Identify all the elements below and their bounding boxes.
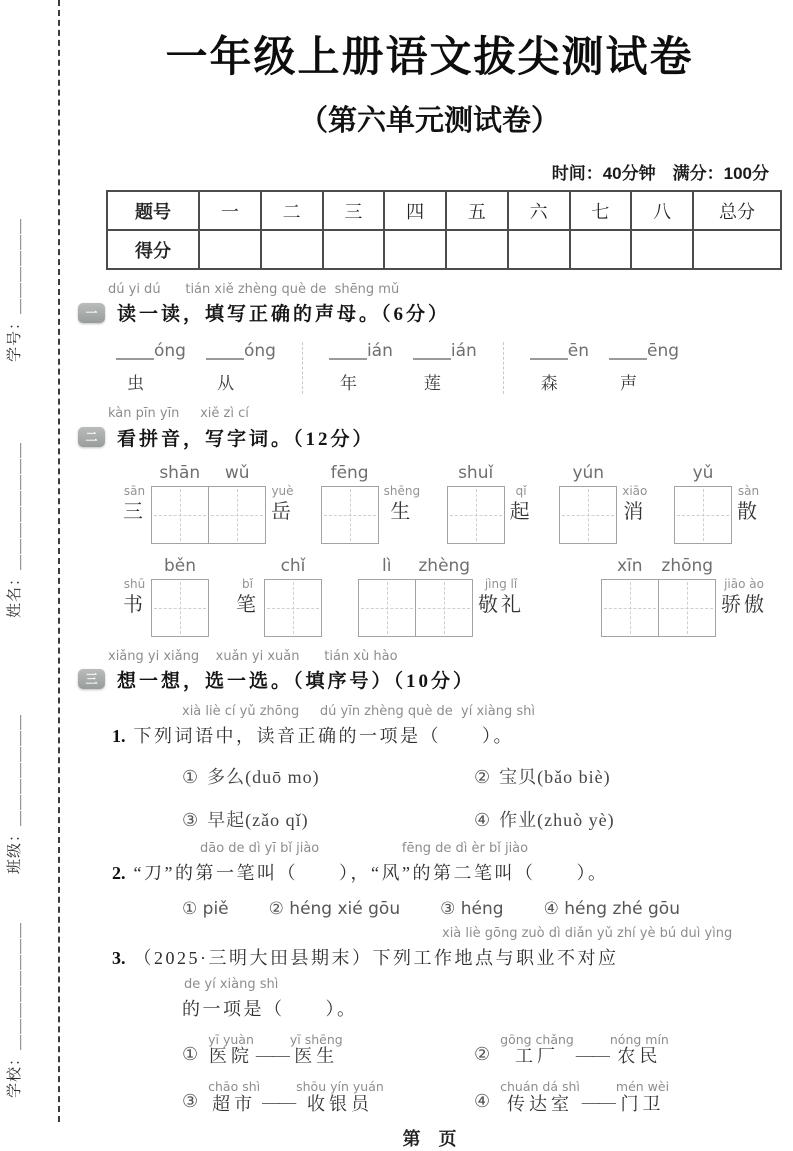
- grid-boxes: [447, 463, 505, 544]
- writing-grid-box: [658, 579, 716, 637]
- label-pinyin: bǐ: [242, 576, 253, 591]
- score-empty-cell: [570, 230, 632, 269]
- writing-group: [601, 556, 772, 637]
- option-text: 早起(zǎo qǐ): [207, 809, 309, 830]
- grid-boxes: [264, 556, 322, 637]
- score-header-cell: 四: [384, 191, 446, 230]
- question3-options: [182, 1033, 787, 1116]
- box-pinyin: zhèng: [418, 555, 471, 576]
- word-pinyin: chuán dá shì: [500, 1078, 580, 1094]
- word-with-pinyin: [500, 1033, 574, 1068]
- question3-text-row2: [112, 995, 787, 1021]
- section1-header: [78, 299, 787, 326]
- score-empty-cell: [693, 230, 781, 269]
- question1-options: [182, 763, 787, 832]
- word-pinyin: chāo shì: [208, 1078, 261, 1094]
- target-character: 虫: [127, 374, 144, 394]
- score-empty-cell: [199, 230, 261, 269]
- pinyin-final: ēng: [647, 341, 680, 362]
- word-text: 收银员: [306, 1093, 373, 1114]
- option-tag: ①: [182, 1043, 199, 1064]
- question2-text-row: [112, 859, 787, 885]
- seam-dashed-line: [58, 0, 60, 1122]
- score-empty-cell: [261, 230, 323, 269]
- writing-group: [118, 463, 299, 544]
- score-row-label: 得分: [107, 230, 199, 269]
- box-pinyin: wǔ: [224, 462, 250, 483]
- option-tag: ②: [268, 898, 284, 919]
- writing-group: [321, 463, 425, 544]
- score-header-cell: 三: [323, 191, 385, 230]
- initial-blank-item: [329, 342, 393, 394]
- writing-grid-box: [151, 579, 209, 637]
- writing-grid-box: [415, 579, 473, 637]
- question-text: 下列词语中，读音正确的一项是（ ）。: [133, 725, 514, 746]
- right-label: [266, 485, 299, 544]
- answer-blank: [329, 342, 367, 360]
- section2-header: [78, 424, 787, 451]
- option-tag: ①: [182, 766, 200, 787]
- initial-blank-item: [116, 342, 186, 394]
- label-pinyin: sān: [123, 483, 146, 498]
- box-pinyin: fēng: [330, 462, 369, 483]
- word-text: 工厂: [515, 1046, 559, 1067]
- section2-badge-icon: 二: [78, 427, 105, 447]
- score-table-header-row: [107, 191, 781, 230]
- option: [474, 1080, 787, 1115]
- score-table: [106, 190, 782, 270]
- right-label: [617, 485, 652, 544]
- score-header-cell: 八: [631, 191, 693, 230]
- writing-row-2: [118, 556, 787, 637]
- answer-blank: [609, 342, 647, 360]
- option: [182, 1080, 474, 1115]
- question3-text-row1: [112, 944, 787, 970]
- word-with-pinyin: [616, 1080, 669, 1115]
- section3-header: [78, 666, 787, 693]
- option: [474, 806, 787, 832]
- option-tag: ①: [182, 898, 198, 919]
- option-tag: ②: [474, 766, 492, 787]
- grid-boxes: [358, 556, 473, 637]
- target-character: 年: [339, 374, 357, 394]
- label-pinyin: xiāo: [622, 483, 648, 498]
- word-pinyin: yī shēng: [289, 1031, 343, 1047]
- label-character: 散: [736, 500, 760, 523]
- page-subtitle: （第六单元测试卷）: [298, 105, 560, 137]
- box-pinyin: shān: [159, 462, 201, 483]
- box-pinyin: lì: [382, 555, 392, 576]
- pinyin-final: ián: [450, 341, 477, 362]
- left-label: [118, 578, 151, 637]
- grid-boxes: [601, 556, 716, 637]
- score-header-cell: 七: [570, 191, 632, 230]
- page-title: 一年级上册语文拔尖测试卷: [165, 33, 694, 80]
- word-text: 传达室: [507, 1093, 574, 1114]
- option-text: héng xié gōu: [289, 898, 401, 919]
- writing-grid-box: [151, 486, 209, 544]
- box-pinyin: běn: [163, 555, 197, 576]
- box-pinyin: zhōng: [661, 555, 714, 576]
- pinyin-final: ián: [366, 341, 393, 362]
- label-character: 敬礼: [478, 593, 524, 616]
- score-empty-cell: [631, 230, 693, 269]
- label-character: 岳: [271, 500, 294, 523]
- section1-items: [116, 342, 787, 394]
- option-tag: ③: [440, 898, 456, 919]
- section2-title: 看拼音，写字词。（12分）: [117, 428, 375, 450]
- grid-boxes: [151, 556, 209, 637]
- match-dash: ——: [262, 1092, 295, 1113]
- match-dash: ——: [581, 1092, 614, 1113]
- score-header-cell: 二: [261, 191, 323, 230]
- initials-group: [530, 342, 705, 394]
- page-footer: 第 页: [402, 1129, 457, 1150]
- score-header-cell: 题号: [107, 191, 199, 230]
- student-info-margin: 学校：＿＿＿＿＿＿＿＿ 班级：＿＿＿＿＿＿＿ 姓名：＿＿＿＿＿＿＿＿ 学号：＿＿＿＿＿＿: [6, 217, 23, 1098]
- left-label: [118, 485, 151, 544]
- initial-blank-item: [609, 342, 679, 394]
- option-text: héng zhé gōu: [564, 898, 680, 919]
- word-pinyin: yī yuàn: [208, 1031, 254, 1047]
- target-character: 声: [620, 374, 638, 394]
- grid-boxes: [321, 463, 379, 544]
- label-character: 笔: [236, 593, 259, 616]
- section1-title: 读一读，填写正确的声母。（6分）: [117, 304, 451, 326]
- question-number: 3.: [112, 947, 126, 968]
- question-2: [112, 842, 787, 919]
- question-number: 2.: [112, 862, 126, 883]
- word-pinyin: gōng chǎng: [500, 1031, 574, 1047]
- score-header-cell: 六: [508, 191, 570, 230]
- answer-blank: [206, 342, 244, 360]
- option-tag: ③: [182, 809, 200, 830]
- option: [182, 806, 474, 832]
- label-pinyin: shū: [123, 576, 146, 591]
- writing-grid-box: [208, 486, 266, 544]
- writing-grid-box: [321, 486, 379, 544]
- writing-grid-box: [674, 486, 732, 544]
- writing-group: [231, 556, 322, 637]
- question-1: [112, 705, 787, 832]
- target-character: 莲: [423, 374, 441, 394]
- score-header-cell: 一: [199, 191, 261, 230]
- right-label: [505, 485, 538, 544]
- section3-title: 想一想，选一选。（填序号）（10分）: [117, 670, 476, 692]
- initial-blank-item: [413, 342, 477, 394]
- score-empty-cell: [323, 230, 385, 269]
- option-text: piě: [202, 898, 229, 919]
- match-dash: ——: [575, 1044, 608, 1065]
- question2-options: [182, 899, 787, 919]
- score-header-cell: 五: [446, 191, 508, 230]
- option-tag: ④: [543, 898, 559, 919]
- section2-pinyin: kàn pīn yīn xiě zì cí: [108, 406, 249, 422]
- word-pinyin: mén wèi: [615, 1078, 670, 1094]
- question-3: [112, 927, 787, 1116]
- word-with-pinyin: [610, 1033, 669, 1068]
- writing-group: [447, 463, 538, 544]
- label-pinyin: qǐ: [515, 483, 527, 498]
- option: [474, 1033, 787, 1068]
- grid-boxes: [151, 463, 266, 544]
- score-empty-cell: [508, 230, 570, 269]
- option: [474, 763, 787, 789]
- word-text: 医院: [209, 1046, 254, 1067]
- option: [182, 1033, 474, 1068]
- score-header-cell: 总分: [693, 191, 781, 230]
- option: [182, 763, 474, 789]
- question-text: （2025·三明大田县期末）下列工作地点与职业不对应: [133, 947, 619, 968]
- answer-blank: [413, 342, 451, 360]
- writing-grid-box: [559, 486, 617, 544]
- score-empty-cell: [446, 230, 508, 269]
- word-with-pinyin: [208, 1033, 254, 1068]
- box-pinyin: shuǐ: [458, 462, 494, 483]
- initials-group: [329, 342, 504, 394]
- option-text: 宝贝(bǎo biè): [499, 766, 611, 787]
- box-pinyin: yún: [572, 462, 605, 483]
- grid-boxes: [674, 463, 732, 544]
- option-tag: ②: [474, 1043, 491, 1064]
- label-character: 书: [123, 593, 146, 616]
- word-pinyin: nóng mín: [609, 1031, 669, 1047]
- word-text: 门卫: [620, 1093, 665, 1114]
- writing-group: [358, 556, 529, 637]
- answer-blank: [530, 342, 568, 360]
- target-character: 森: [540, 374, 558, 394]
- score-empty-cell: [384, 230, 446, 269]
- right-label: [716, 578, 772, 637]
- box-pinyin: xīn: [616, 555, 643, 576]
- box-pinyin: chǐ: [280, 555, 306, 576]
- section3-pinyin: xiǎng yi xiǎng xuǎn yi xuǎn tián xù hào: [108, 648, 398, 664]
- pinyin-final: óng: [154, 341, 186, 362]
- word-with-pinyin: [290, 1033, 343, 1068]
- answer-blank: [116, 342, 154, 360]
- right-label: [473, 578, 529, 637]
- label-character: 生: [390, 500, 414, 523]
- option-tag: ④: [474, 809, 492, 830]
- label-character: 三: [123, 500, 146, 523]
- label-pinyin: shēng: [383, 483, 421, 498]
- section1-pinyin: dú yi dú tián xiě zhèng què de shēng mǔ: [108, 282, 400, 297]
- writing-grid-box: [264, 579, 322, 637]
- initial-blank-item: [530, 342, 589, 394]
- option: [544, 899, 680, 919]
- section1-badge-icon: 一: [78, 303, 105, 323]
- question-text: 的一项是（ ）。: [182, 998, 358, 1019]
- initials-group: [116, 342, 303, 394]
- option-tag: ③: [182, 1091, 199, 1112]
- writing-grid-box: [601, 579, 659, 637]
- question3-pinyin-line2: de yí xiàng shì: [184, 976, 279, 992]
- question1-pinyin: xià liè cí yǔ zhōng dú yīn zhèng què de yí xiàng shì: [182, 703, 535, 719]
- initial-blank-item: [206, 342, 276, 394]
- writing-grid-box: [358, 579, 416, 637]
- label-character: 消: [623, 500, 647, 523]
- time-score-meta: 时间：40分钟 满分：100分: [551, 164, 769, 183]
- score-table-score-row: [107, 230, 781, 269]
- option-text: 多么(duō mo): [207, 766, 320, 787]
- pinyin-final: óng: [243, 341, 276, 362]
- writing-grid-box: [447, 486, 505, 544]
- writing-group: [559, 463, 652, 544]
- label-character: 起: [509, 500, 533, 523]
- word-pinyin: shōu yín yuán: [296, 1078, 384, 1094]
- match-dash: ——: [255, 1044, 288, 1065]
- label-pinyin: jiāo ào: [724, 576, 764, 591]
- option-text: héng: [460, 898, 504, 919]
- right-label: [732, 485, 765, 544]
- left-label: [231, 578, 264, 637]
- label-character: 骄傲: [721, 593, 767, 616]
- word-text: 超市: [212, 1093, 257, 1114]
- option: [440, 899, 503, 919]
- question1-text-row: [112, 722, 787, 748]
- question-number: 1.: [112, 725, 126, 746]
- option-tag: ④: [474, 1091, 491, 1112]
- option: [182, 899, 229, 919]
- option-text: 作业(zhuò yè): [499, 809, 615, 830]
- option: [269, 899, 400, 919]
- writing-row-1: [118, 463, 787, 544]
- right-label: [379, 485, 425, 544]
- section3-badge-icon: 三: [78, 669, 105, 689]
- question3-pinyin-line1: xià liè gōng zuò dì diǎn yǔ zhí yè bú duì yìng: [442, 925, 733, 941]
- target-character: 从: [216, 374, 234, 394]
- question-text: “刀”的第一笔叫（ ），“风”的第二笔叫（ ）。: [133, 862, 609, 883]
- main-content: [72, 0, 787, 1151]
- word-with-pinyin: [500, 1080, 580, 1115]
- label-pinyin: jìng lǐ: [484, 576, 518, 591]
- writing-group: [118, 556, 209, 637]
- writing-group: [674, 463, 765, 544]
- grid-boxes: [559, 463, 617, 544]
- label-pinyin: sàn: [737, 483, 760, 498]
- word-text: 农民: [617, 1046, 662, 1067]
- pinyin-final: ēn: [567, 341, 590, 362]
- box-pinyin: yǔ: [692, 462, 714, 483]
- word-with-pinyin: [208, 1080, 260, 1115]
- word-with-pinyin: [296, 1080, 384, 1115]
- question2-pinyin: dāo de dì yī bǐ jiào fēng de dì èr bǐ jiào: [200, 840, 529, 856]
- label-pinyin: yuè: [271, 483, 294, 498]
- word-text: 医生: [294, 1046, 339, 1067]
